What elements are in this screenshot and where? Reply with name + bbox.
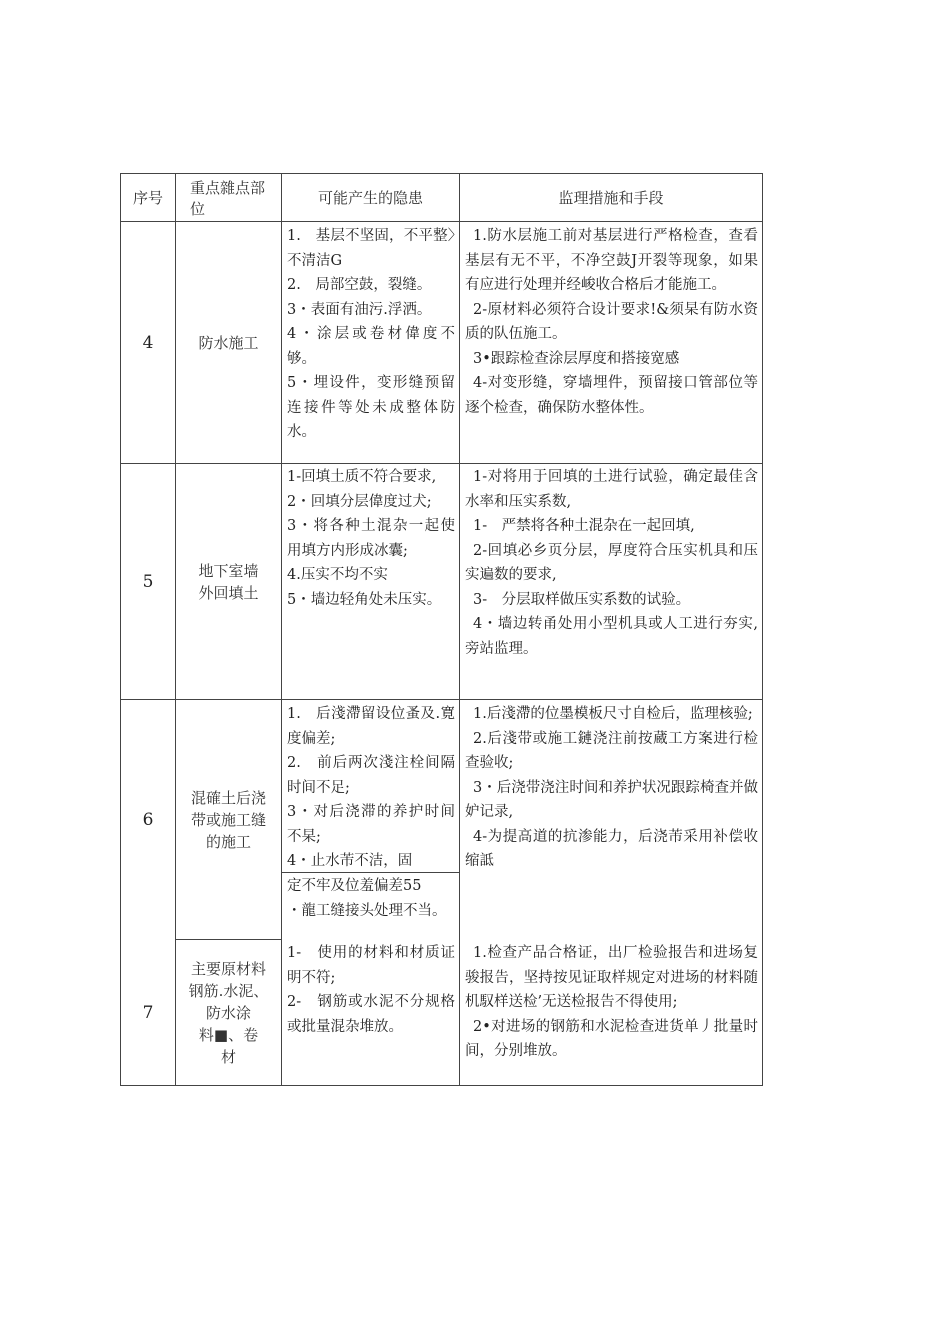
list-item: 1.后淺滯的位墨模板尺寸自检后，监理核验; [473, 706, 753, 722]
row-4-hazards [285, 224, 457, 463]
list-item: ・龍工缝接头处理不当。 [287, 902, 447, 919]
list-item: 2. 局部空鼓，裂缝。 [287, 277, 432, 293]
list-item: 3•跟踪检查涂层厚度和搭接宽感 [473, 350, 680, 367]
list-item: 3・对后浇滞的养护时间不杲; [287, 804, 455, 845]
table-border-right [762, 173, 763, 1086]
list-item: 3・将各种土混杂一起使用填方内形成冰囊; [287, 518, 455, 559]
list-item: 2- 钢筋或水泥不分规格或批量混杂堆放。 [287, 994, 455, 1035]
row-6-number: 6 [142, 809, 154, 830]
list-item: 1-回填土质不符合要求, [287, 469, 437, 485]
list-item: 4・墙边转甬处用小型机具或人工进行夯实,旁站监理。 [465, 616, 758, 657]
row-7-location: 主要原材料 钢筋.水泥、 防水涂 料■、卷 材 [188, 959, 269, 1066]
hazard-split-line [282, 872, 459, 873]
list-item: 2.后淺带或施工鏈浇注前按蔵工方案进行检查验收; [465, 730, 758, 771]
list-item: 1.防水层施工前对基层进行严格检查，查看基层有无不平，不净空鼓J开裂等现象，如果有应进行处理并经峻收合格后才能施工。 [465, 228, 758, 293]
header-location: 重点雜点部 位 [190, 179, 266, 218]
list-item: 1- 严禁将各种土混杂在一起回填, [473, 518, 695, 534]
list-item: 4・止水芾不洁，固 [287, 853, 413, 869]
row-4-measures [463, 224, 760, 463]
list-item: 2・回填分层偉度过犬; [287, 493, 432, 510]
list-item: 2•对进场的钢筋和水泥检查进货单丿批量时间，分别堆放。 [465, 1018, 758, 1059]
list-item: 1. 后淺滯留设位蚤及.寛度偏差; [287, 706, 455, 747]
list-item: 3・后浇带浇注时间和养护状况跟踪椅査并做妒记录, [465, 779, 758, 820]
row-6-hazards-continued [285, 874, 457, 939]
list-item: 4.压实不均不实 [287, 567, 388, 583]
row-6-location: 混確土后浇 带或施工缝 的施工 [190, 788, 266, 851]
row-6-hazards [285, 702, 457, 872]
list-item: 定不牢及位羞偏差55 [287, 878, 422, 894]
list-item: 2. 前后两次淺注栓间隔时间不足; [287, 755, 455, 796]
list-item: 2-原材料必须符合设计要求!&须杲有防水资质的队伍施工。 [465, 301, 758, 342]
row-7-measures [463, 941, 760, 1085]
table-border-bottom [120, 1085, 763, 1086]
header-measure: 监理措施和手段 [558, 189, 664, 207]
list-item: 4-对变形缝，穿墙埋件，预留接口管部位等逐个检查，确保防水整体性。 [465, 375, 758, 416]
row-5-location: 地下室墙 外回填土 [198, 561, 259, 602]
list-item: 3・表面有油污.浮洒。 [287, 301, 432, 318]
list-item: 4-为提高道的抗渗能力，后浇芾采用补偿收缩詆 [465, 828, 758, 869]
list-item: 1- 使用的材料和材质证明不符; [287, 945, 455, 986]
list-item: 1-对将用于回填的土进行试验，确定最佳含水率和压实系数, [465, 469, 758, 510]
header-no: 序号 [132, 189, 163, 207]
list-item: 1.检查产品合格证，出厂检验报告和进场复骏报告，坚持按见证取样规定对进场的材料随机馭样送检’无送检报告不得使用; [465, 945, 758, 1010]
row-5-hazards [285, 465, 457, 699]
row-6-measures [463, 702, 760, 902]
list-item: 5・墙边轻角处未压实。 [287, 591, 442, 608]
row-5-number: 5 [142, 571, 154, 592]
column-divider-2 [281, 173, 282, 1086]
row-5-measures [463, 465, 760, 699]
row-7-hazards [285, 941, 457, 1085]
list-item: 3- 分层取样做压实系数的试验。 [473, 591, 691, 608]
list-item: 2-回填必乡页分层，厚度符合压实机具和压实遍数的要求, [465, 542, 758, 583]
column-divider-3 [459, 173, 460, 1086]
list-item: 4・涂层或卷材偉度不够。 [287, 326, 455, 367]
row-4-location: 防水施工 [198, 333, 259, 352]
list-item: 1. 基层不坚固，不平整〉不清洁G [287, 228, 455, 269]
list-item: 5・埋设件，变形缝预留连接件等处未成整体防水。 [287, 375, 455, 440]
row-7-number: 7 [142, 1002, 154, 1023]
row-4-number: 4 [142, 332, 154, 353]
header-hazard: 可能产生的隐患 [317, 189, 423, 207]
